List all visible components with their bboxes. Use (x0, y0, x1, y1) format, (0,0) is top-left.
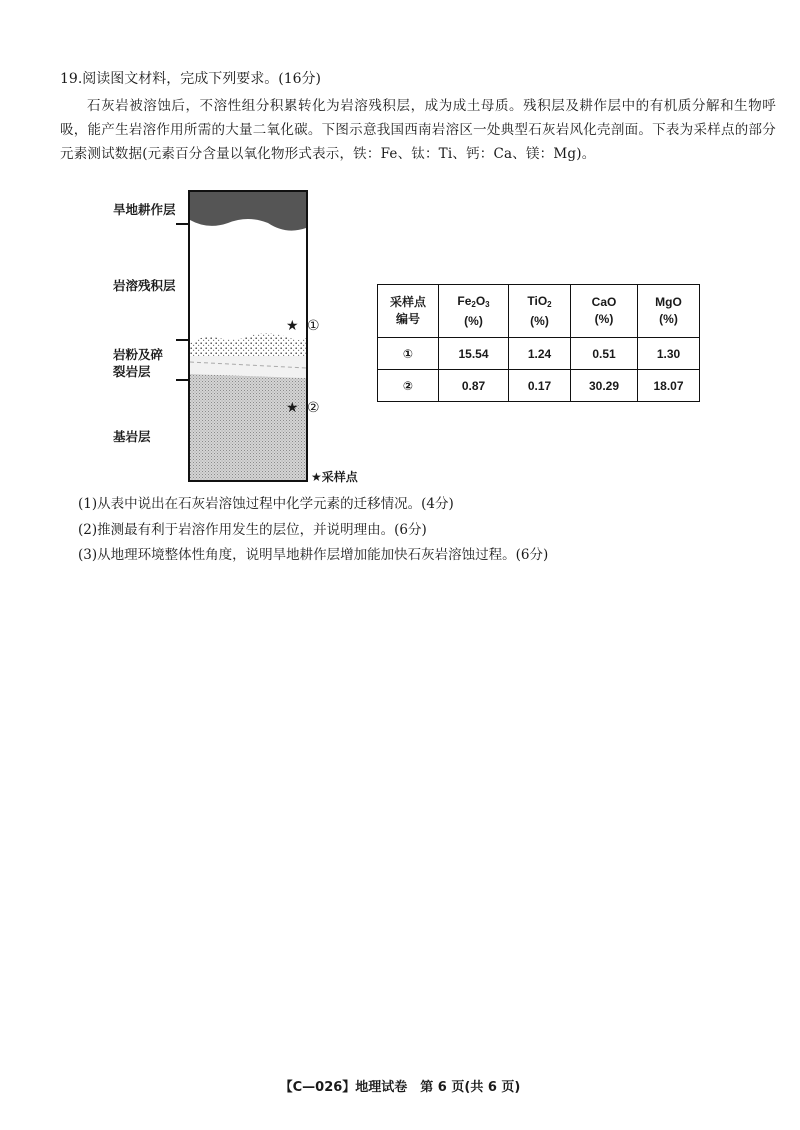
legend-label: 采样点 (321, 470, 358, 484)
question-title: 19.阅读图文材料，完成下列要求。(16分) (60, 71, 322, 87)
element-data-table (377, 284, 700, 402)
sub-questions (78, 492, 548, 569)
figure-legend (311, 468, 358, 485)
label-bedrock-layer: 基岩层 (113, 429, 151, 444)
table-cell: 1.24 (509, 338, 571, 370)
sample-point-2-star: ★ (286, 400, 299, 416)
sub-question-2: (2)推测最有利于岩溶作用发生的层位，并说明理由。(6分) (78, 521, 427, 538)
table-cell: 1.30 (638, 338, 700, 370)
table-header-col: MgO (%) (638, 285, 700, 338)
legend-star-icon: ★ (311, 470, 322, 484)
dry-farm-layer (190, 192, 306, 231)
label-powder-line1: 岩粉及碎 (113, 347, 164, 362)
table-row (378, 338, 700, 370)
table-cell: 0.17 (509, 370, 571, 402)
table-cell: 30.29 (571, 370, 638, 402)
table-cell: 18.07 (638, 370, 700, 402)
sample-point-2-label: ② (307, 400, 320, 416)
profile-layers-svg (190, 192, 306, 480)
table-cell: 15.54 (439, 338, 509, 370)
question-paragraph: 石灰岩被溶蚀后，不溶性组分积累转化为岩溶残积层，成为成土母质。残积层及耕作层中的有机质分解和生物呼吸，能产生岩溶作用所需的大量二氧化碳。下图示意我国西南岩溶区一处典型石灰岩风化壳剖面。下表为采样点的部分元素测试数据(元素百分含量以氧化物形式表示，铁：Fe、钛：Ti、钙：Ca、镁：Mg)。 (60, 98, 776, 162)
page-footer: 【C—026】地理试卷 第 6 页(共 6 页) (279, 1080, 521, 1095)
table-row (378, 370, 700, 402)
label-powder-layer (113, 346, 163, 380)
table-cell-id: ① (378, 338, 439, 370)
label-powder-line2: 裂岩层 (113, 364, 151, 379)
table-header-col: CaO (%) (571, 285, 638, 338)
table-cell: 0.51 (571, 338, 638, 370)
weathering-profile-figure (108, 190, 368, 490)
table-header-col: TiO$_2$ (%) (509, 285, 571, 338)
sample-point-1-star: ★ (286, 318, 299, 334)
table-header-row (378, 285, 700, 338)
soil-profile-column (188, 190, 308, 482)
sample-point-1-label: ① (307, 318, 320, 334)
sub-question-1: (1)从表中说出在石灰岩溶蚀过程中化学元素的迁移情况。(4分) (78, 496, 454, 512)
table-cell-id: ② (378, 370, 439, 402)
label-residual-layer: 岩溶残积层 (113, 278, 176, 293)
table-cell: 0.87 (439, 370, 509, 402)
powder-layer (190, 334, 306, 356)
bedrock-layer (190, 374, 306, 480)
sub-question-3: (3)从地理环境整体性角度，说明旱地耕作层增加能加快石灰岩溶蚀过程。(6分) (78, 547, 549, 563)
table-header-col: $Fe_2O_3$ (%) (439, 285, 509, 338)
table-header-sample-id: 采样点 编号 (378, 285, 439, 338)
label-dry-farm-layer: 旱地耕作层 (113, 202, 176, 217)
